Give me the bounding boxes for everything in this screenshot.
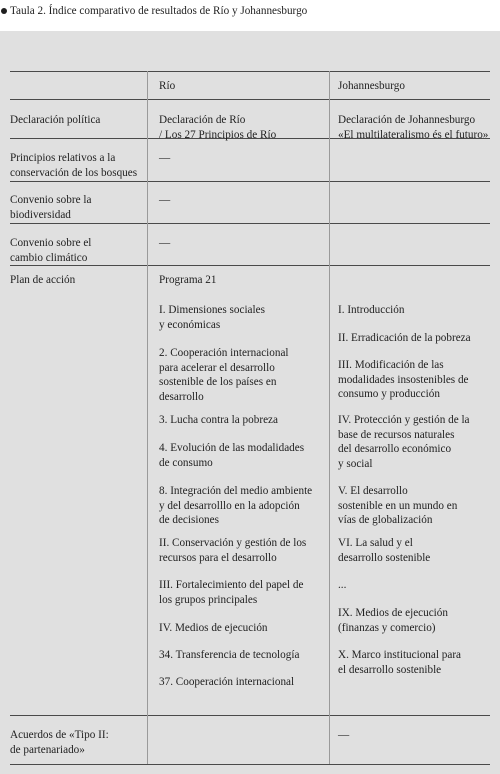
rio-entry-line: IV. Medios de ejecución	[159, 622, 268, 634]
rio-entry	[159, 273, 216, 288]
johannesburg-entry-line: consumo y producción	[338, 388, 440, 401]
johannesburg-entry	[338, 536, 430, 565]
johannesburg-entry-line: II. Erradicación de la pobreza	[338, 332, 471, 344]
row-label	[10, 273, 75, 288]
row-divider	[10, 181, 490, 182]
rio-entry-line: Declaración de Río	[159, 114, 246, 126]
row-label-line: conservación de los bosques	[10, 166, 138, 179]
rio-entry	[159, 484, 312, 528]
row-divider	[10, 223, 490, 224]
johannesburg-entry	[338, 648, 461, 677]
rio-entry	[159, 303, 265, 332]
table-top-rule	[10, 71, 490, 72]
rio-entry	[159, 193, 170, 208]
rio-entry-line: los grupos principales	[159, 593, 258, 606]
rio-entry	[159, 621, 268, 636]
johannesburg-entry-line: el desarrollo sostenible	[338, 663, 442, 676]
johannesburg-entry-line: Declaración de Johannesburgo	[338, 114, 476, 126]
rio-entry	[159, 151, 170, 166]
row-label-line: Convenio sobre el	[10, 237, 92, 249]
rio-entry	[159, 236, 170, 251]
header-rule	[10, 99, 490, 100]
rio-entry	[159, 648, 299, 663]
row-label-line: de partenariado»	[10, 743, 85, 756]
johannesburg-entry	[338, 413, 470, 471]
johannesburg-entry-line: desarrollo sostenible	[338, 551, 431, 564]
table-caption	[0, 3, 500, 19]
rio-entry-line: y económicas	[159, 318, 221, 331]
rio-entry-line: para acelerar el desarrollo	[159, 361, 275, 374]
johannesburg-entry-line: —	[338, 729, 350, 741]
rio-entry-line: 2. Cooperación internacional	[159, 347, 289, 359]
rio-entry	[159, 536, 306, 565]
johannesburg-entry	[338, 113, 488, 142]
row-label	[10, 236, 91, 265]
johannesburg-entry	[338, 578, 346, 593]
caption-text: Taula 2. Índice comparativo de resultados de Río y Johannesburgo	[10, 5, 308, 17]
johannesburg-entry-line: sostenible en un mundo en	[338, 499, 458, 512]
johannesburg-entry	[338, 606, 448, 635]
johannesburg-entry	[338, 728, 349, 743]
rio-entry-line: Programa 21	[159, 274, 217, 286]
column-separator	[329, 71, 330, 764]
rio-entry-line: / Los 27 Principios de Río	[159, 128, 277, 141]
rio-entry-line: 37. Cooperación internacional	[159, 676, 295, 688]
table-bottom-rule	[10, 764, 490, 765]
rio-entry-line: desarrollo	[159, 390, 204, 403]
bullet-icon	[1, 8, 7, 14]
rio-entry	[159, 413, 278, 428]
johannesburg-entry	[338, 484, 457, 528]
rio-entry	[159, 675, 294, 690]
rio-entry-line: —	[159, 152, 171, 164]
row-label-line: Principios relativos a la	[10, 152, 116, 164]
rio-entry-line: III. Fortalecimiento del papel de	[159, 579, 304, 591]
johannesburg-entry-line: IV. Protección y gestión de la	[338, 414, 470, 426]
column-separator	[147, 71, 148, 764]
header-rio: Río	[159, 80, 176, 92]
johannesburg-entry-line: del desarrollo económico	[338, 443, 452, 456]
row-label	[10, 151, 137, 180]
comparison-table	[0, 31, 500, 774]
row-divider	[10, 715, 490, 716]
johannesburg-entry-line: V. El desarrollo	[338, 485, 408, 497]
rio-entry	[159, 441, 304, 470]
johannesburg-entry-line: III. Modificación de las	[338, 359, 444, 371]
johannesburg-entry-line: (finanzas y comercio)	[338, 621, 436, 634]
johannesburg-entry-line: vías de globalización	[338, 514, 433, 527]
row-label-line: biodiversidad	[10, 208, 71, 221]
rio-entry-line: de consumo	[159, 456, 213, 469]
johannesburg-entry-line: I. Introducción	[338, 304, 405, 316]
rio-entry-line: recursos para el desarrollo	[159, 551, 277, 564]
row-label	[10, 113, 100, 128]
rio-entry-line: sostenible de los países en	[159, 376, 277, 389]
johannesburg-entry-line: «El multilateralismo és el futuro»	[338, 128, 489, 141]
johannesburg-entry-line: IX. Medios de ejecución	[338, 607, 448, 619]
rio-entry-line: II. Conservación y gestión de los	[159, 537, 307, 549]
row-label-line: Acuerdos de «Tipo II:	[10, 729, 109, 741]
row-label-line: Declaración política	[10, 114, 101, 126]
rio-entry-line: 4. Evolución de las modalidades	[159, 442, 305, 454]
johannesburg-entry-line: VI. La salud y el	[338, 537, 413, 549]
johannesburg-entry-line: X. Marco institucional para	[338, 649, 462, 661]
row-label	[10, 728, 109, 757]
rio-entry-line: —	[159, 194, 171, 206]
johannesburg-entry-line: base de recursos naturales	[338, 428, 455, 441]
johannesburg-entry-line: modalidades insostenibles de	[338, 373, 469, 386]
rio-entry-line: de decisiones	[159, 514, 219, 527]
johannesburg-entry-line: y social	[338, 457, 373, 470]
rio-entry-line: —	[159, 237, 171, 249]
row-label-line: cambio climático	[10, 251, 88, 264]
rio-entry-line: I. Dimensiones sociales	[159, 304, 265, 316]
johannesburg-entry	[338, 331, 471, 346]
rio-entry-line: 3. Lucha contra la pobreza	[159, 414, 278, 426]
rio-entry	[159, 113, 276, 142]
rio-entry	[159, 578, 303, 607]
row-label	[10, 193, 91, 222]
rio-entry-line: y del desarrolllo en la adopción	[159, 499, 300, 512]
header-johannesburg: Johannesburgo	[338, 80, 405, 92]
row-label-line: Plan de acción	[10, 274, 76, 286]
rio-entry-line: 8. Integración del medio ambiente	[159, 485, 313, 497]
johannesburg-entry-line: ...	[338, 579, 347, 591]
johannesburg-entry	[338, 303, 404, 318]
row-label-line: Convenio sobre la	[10, 194, 92, 206]
rio-entry	[159, 346, 289, 404]
rio-entry-line: 34. Transferencia de tecnología	[159, 649, 300, 661]
johannesburg-entry	[338, 358, 469, 402]
